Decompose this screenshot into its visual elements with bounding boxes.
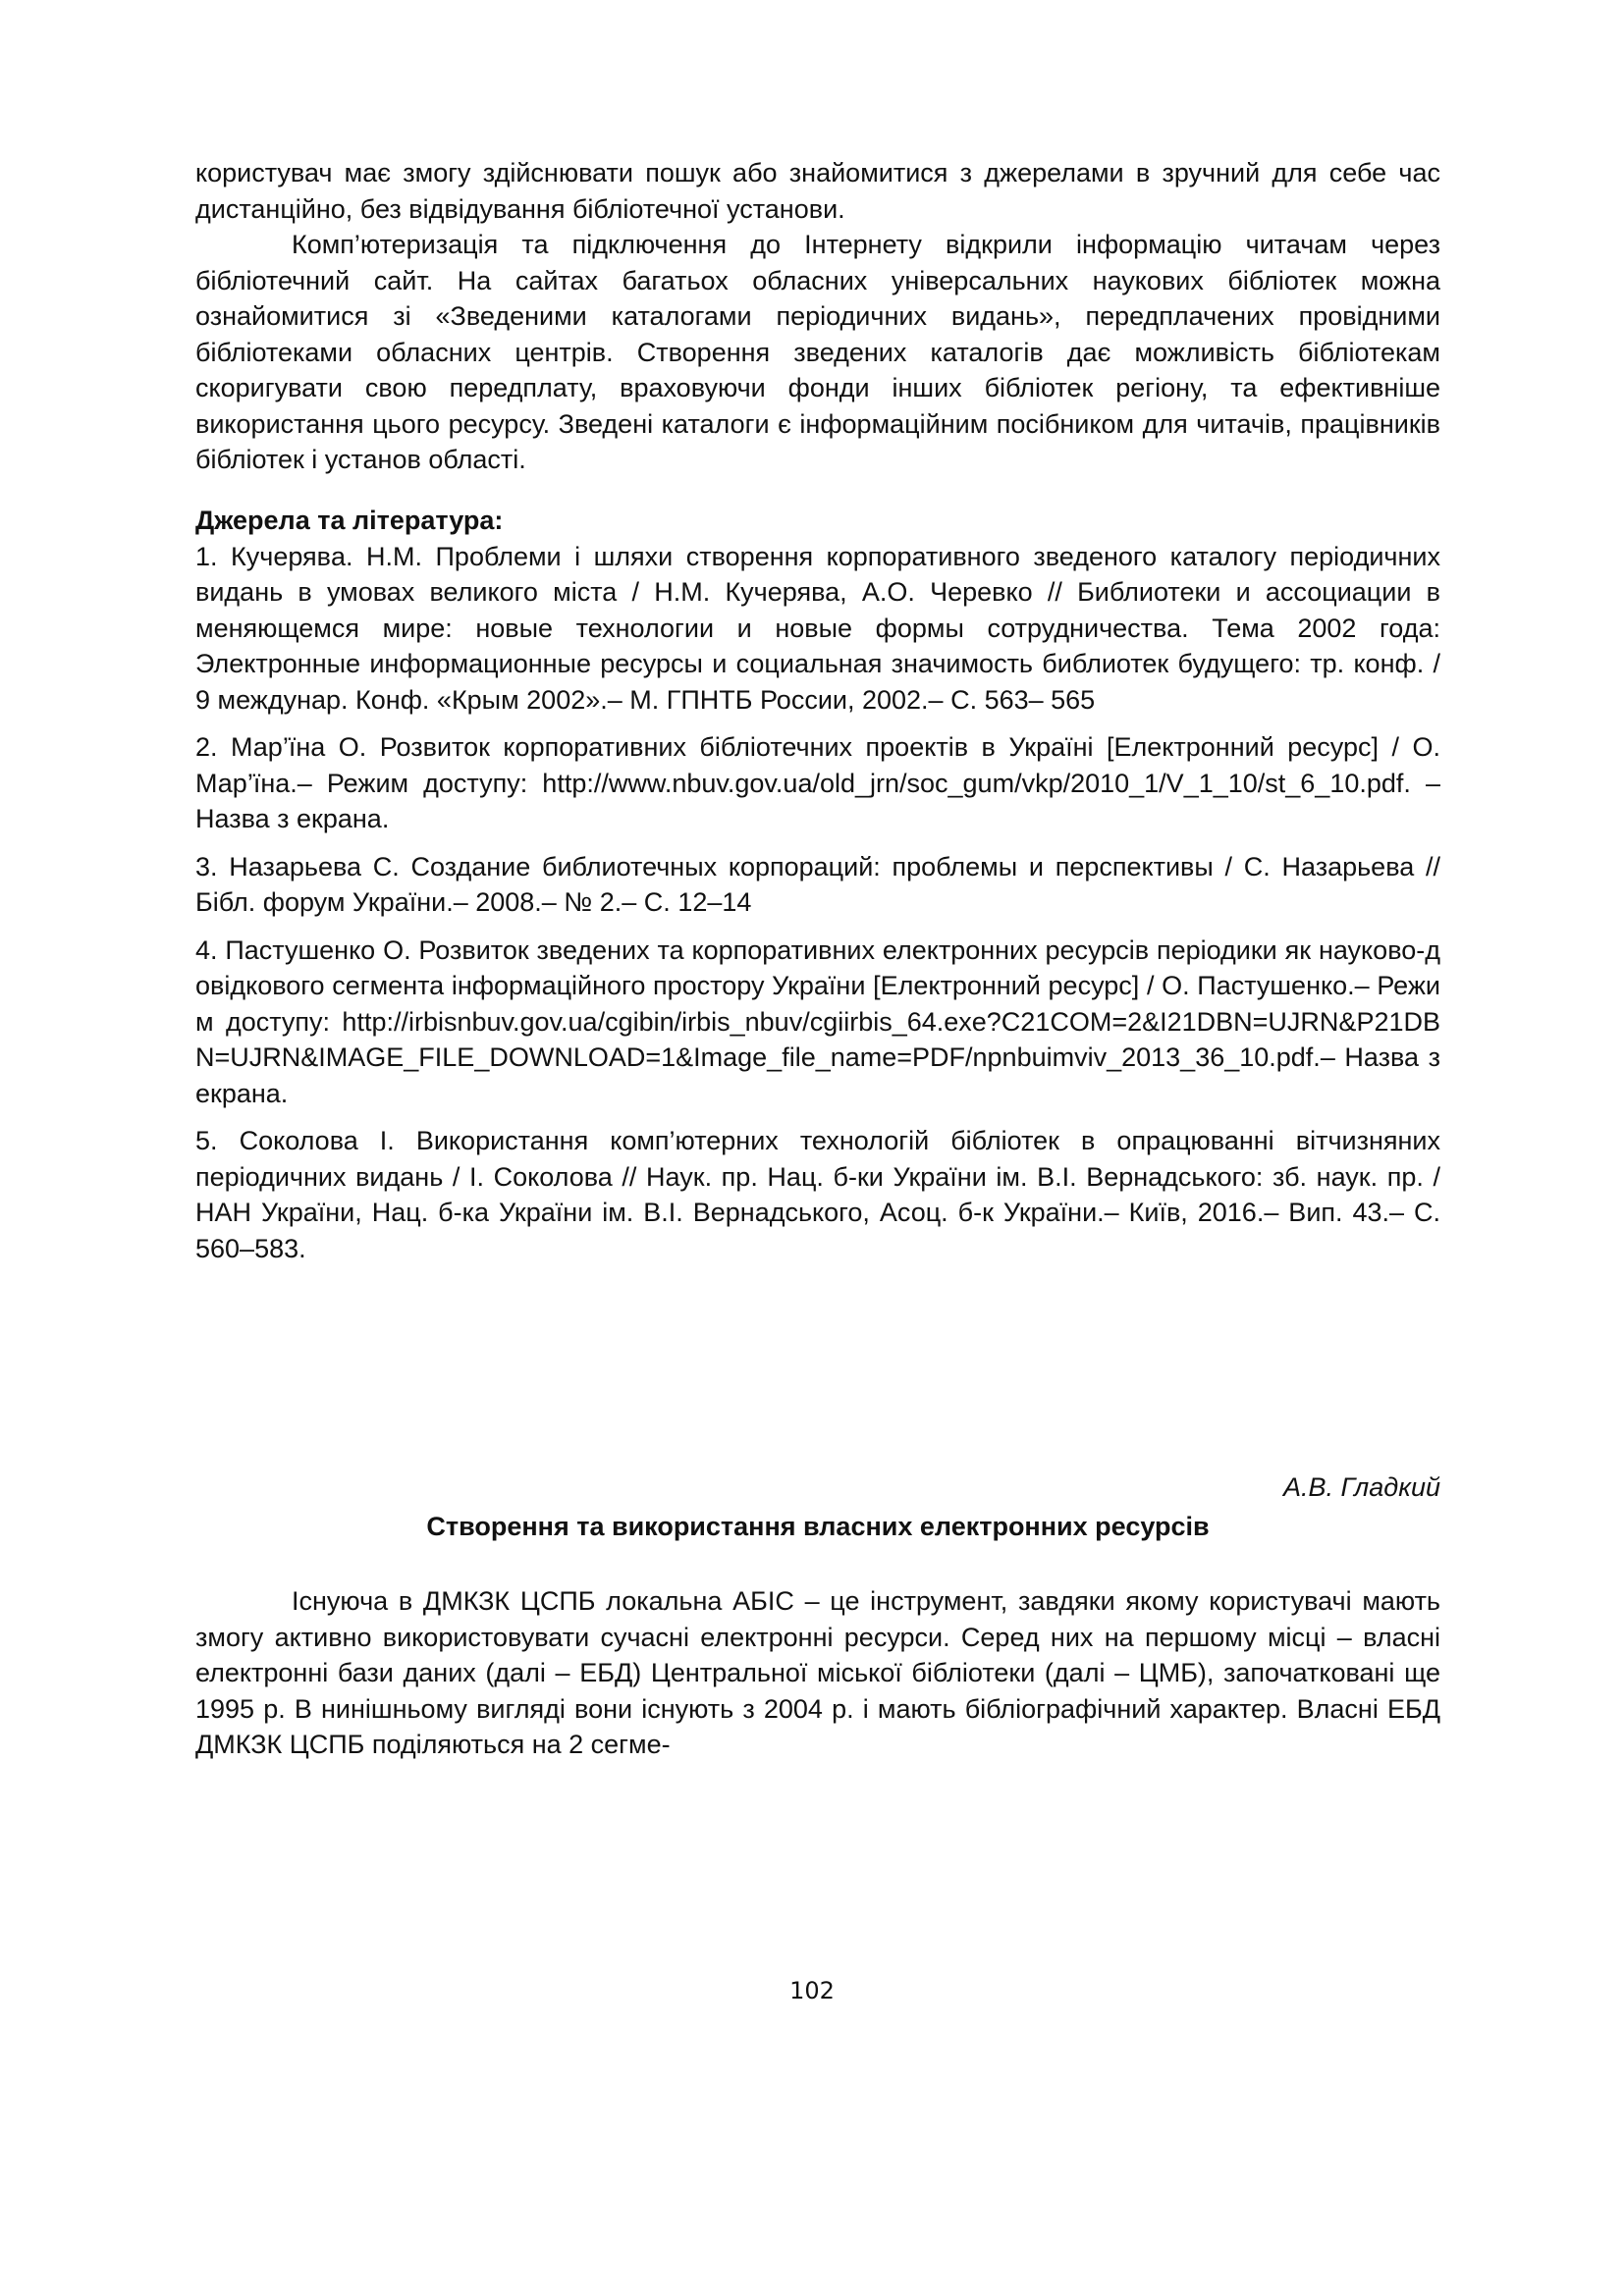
references-heading: Джерела та література:	[195, 506, 504, 535]
article-title: Створення та використання власних електронних ресурсів	[426, 1512, 1210, 1541]
intro-paragraph-1: користувач має змогу здійснювати пошук або знайомитися з джерелами в зручний для себе час дистанційно, без відвідування бібліотечної установи.	[195, 158, 1440, 224]
article-author: А.В. Гладкий	[1283, 1472, 1440, 1502]
article-body	[195, 1583, 1440, 1763]
references-section	[195, 503, 1440, 1266]
reference-item-3: 3. Назарьева С. Создание библиотечных корпораций: проблемы и перспективы / С. Назарьева // Бібл. форум України.– 2008.– № 2.– С. 12–14	[195, 851, 1440, 917]
article-paragraph-1: Існуюча в ДМКЗК ЦСПБ локальна АБІС – це інструмент, завдяки якому користувачі мають змогу активно використовувати сучасні електронні ресурси. Серед них на першому місці – власні електронні бази даних (далі – ЕБД) Центральної міської бібліотеки (далі – ЦМБ), започатковані ще 1995 р. В нинішньому вигляді вони існують з 2004 р. і мають бібліографічний характер. Власні ЕБД ДМКЗК ЦСПБ поділяються на 2 сегме-	[195, 1586, 1440, 1759]
reference-item-2: 2. Мар’їна О. Розвиток корпоративних бібліотечних проектів в Україні [Електронний ресурс] / О. Мар’їна.– Режим доступу: http://www.nbuv.gov.ua/old_jrn/soc_gum/vkp/2010_1/V_1_10/st_6_10.pdf. – Назва з екрана.	[195, 732, 1440, 833]
intro-section	[195, 155, 1440, 478]
reference-item-4: 4. Пастушенко О. Розвиток зведених та корпоративних електронних ресурсів періодики як науково-довідкового сегмента інформаційного простору України [Електронний ресурс] / О. Пастушенко.– Режим доступу: http://irbisnbuv.gov.ua/cgibin/irbis_nbuv/cgiirbis_64.exe?C21COM=2&I21DBN=UJRN&P21DBN=UJRN&IMAGE_FILE_DOWNLOAD=1&Image_file_name=PDF/npnbuimviv_2013_36_10.pdf.– Назва з екрана.	[195, 934, 1440, 1108]
reference-item-5: 5. Соколова І. Використання комп’ютерних технологій бібліотек в опрацюванні вітчизняних періодичних видань / І. Соколова // Наук. пр. Нац. б-ки України ім. В.І. Вернадського: зб. наук. пр. / НАН України, Нац. б-ка України ім. В.І. Вернадського, Асоц. б-к України.– Київ, 2016.– Вип. 43.– С. 560–583.	[195, 1126, 1440, 1263]
page-number: 102	[789, 1977, 835, 2004]
intro-paragraph-2: Комп’ютеризація та підключення до Інтернету відкрили інформацію читачам через бібліотечний сайт. На сайтах багатьох обласних універсальних наукових бібліотек можна ознайомитися зі «Зведеними каталогами періодичних видань», передплачених провідними бібліотеками обласних центрів. Створення зведених каталогів дає можливість бібліотекам скоригувати свою передплату, враховуючи фонди інших бібліотек регіону, та ефективніше використання цього ресурсу. Зведені каталоги є інформаційним посібником для читачів, працівників бібліотек і установ області.	[195, 230, 1440, 474]
reference-item-1: 1. Кучерявa. Н.М. Проблеми і шляхи створення корпоративного зведеного каталогу періодичних видань в умовах великого міста / Н.М. Кучерява, А.О. Черевко // Библиотеки и ассоциации в меняющемся мире: новые технологии и новые формы сотрудничества. Тема 2002 года: Электронные информационные ресурсы и социальная значимость библиотек будущего: тр. конф. / 9 междунар. Конф. «Крым 2002».– М. ГПНТБ России, 2002.– С. 563– 565	[195, 541, 1440, 715]
